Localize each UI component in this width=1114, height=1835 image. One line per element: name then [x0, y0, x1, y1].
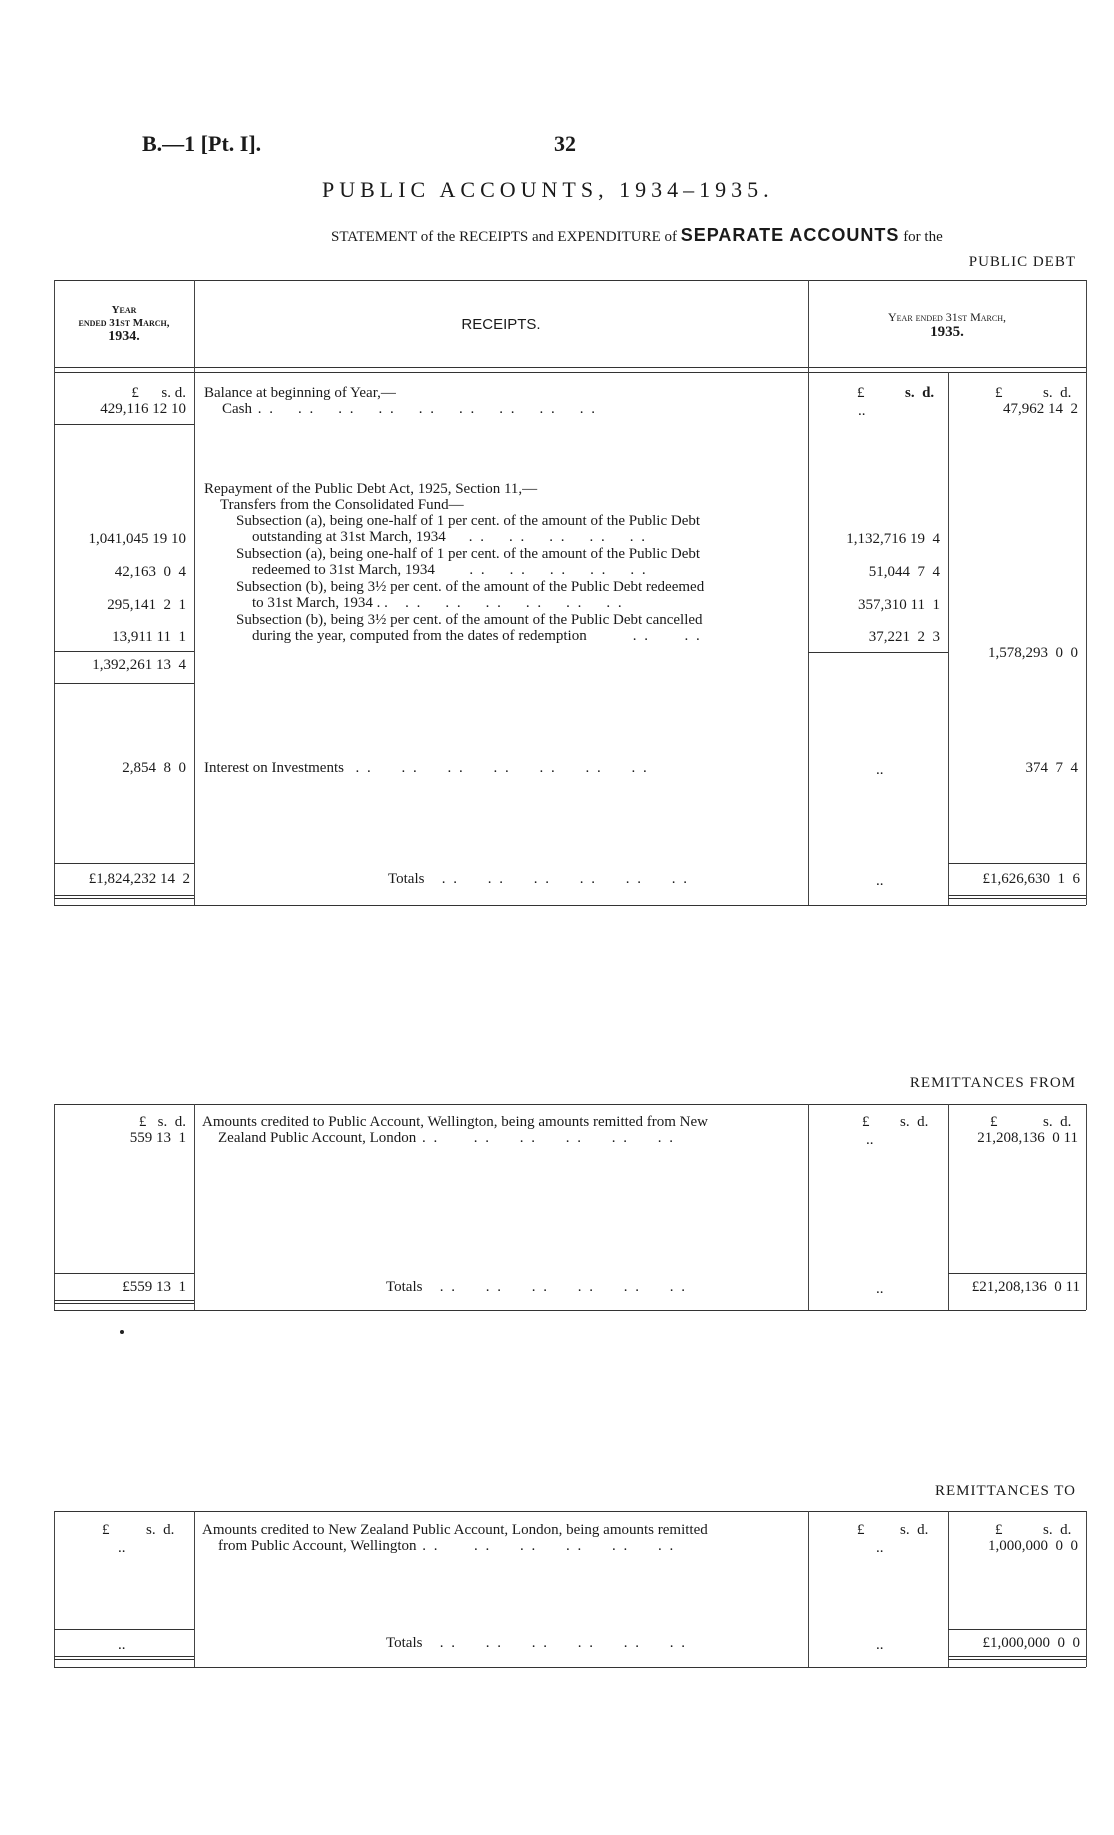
- subtotal-1934: 1,392,261 13 4: [92, 657, 186, 673]
- units-1935-col-b-sd: s. d.: [1043, 385, 1072, 401]
- rt-units-1934-sd: s. d.: [146, 1522, 175, 1538]
- col-receipts-head: RECEIPTS.: [461, 316, 541, 333]
- remittances-to-heading: REMITTANCES TO: [934, 1483, 1076, 1499]
- statement-suffix: for the: [903, 229, 943, 245]
- document-reference: B.—1 [Pt. I].: [142, 131, 262, 156]
- interest-1935-b: 374 7 4: [1025, 760, 1078, 776]
- subsection-2: Subsection (a), being one-half of 1 per cent. of the amount of the Public Debt redeemed to 31st March, 1934 . . . . . . . . . .: [236, 546, 701, 578]
- rt-units-1934-pound: £: [102, 1522, 110, 1538]
- rf-totals-label: Totals . . . . . . . . . . . .: [386, 1279, 687, 1295]
- rf-value-1935-a: ..: [866, 1132, 874, 1148]
- interest-1935-a: ..: [876, 762, 884, 778]
- repay-label: Repayment of the Public Debt Act, 1925, Section 11,—: [204, 481, 538, 497]
- rt-value-1935-a: ..: [876, 1540, 884, 1556]
- units-1935-col-b-pound: £: [995, 385, 1003, 401]
- sub1-1934: 1,041,045 19 10: [88, 531, 186, 547]
- totals-1935-a: ..: [876, 873, 884, 889]
- col-year-1934-head: Year ended 31st March, 1934.: [78, 304, 170, 344]
- balance-label: Balance at beginning of Year,—: [204, 385, 396, 401]
- sub4-1934: 13,911 11 1: [112, 629, 186, 645]
- page-subtitle: PUBLIC DEBT: [968, 254, 1076, 270]
- col-year-1935-head: Year ended 31st March, 1935.: [887, 310, 1006, 340]
- statement-bold: SEPARATE ACCOUNTS: [680, 225, 900, 245]
- totals-1935-b: £1,626,630 1 6: [982, 871, 1080, 887]
- statement-prefix: STATEMENT of the RECEIPTS and EXPENDITURE of: [331, 229, 677, 245]
- rt-description: Amounts credited to New Zealand Public Account, London, being amounts remitted from Public Account, Wellington . . . . . . . . . . . .: [202, 1522, 708, 1554]
- totals-label: Totals . . . . . . . . . . . .: [388, 871, 689, 887]
- rf-value-1934: 559 13 1: [129, 1130, 186, 1146]
- rf-totals-1935-b: £21,208,136 0 11: [971, 1279, 1080, 1295]
- rt-units-1935-b-pound: £: [995, 1522, 1003, 1538]
- rf-units-1934: £ s. d.: [138, 1114, 186, 1130]
- page-number: 32: [554, 131, 576, 156]
- cash-1935-b: 47,962 14 2: [1003, 401, 1078, 417]
- subtotal-1935: 1,578,293 0 0: [988, 645, 1078, 661]
- rf-description: Amounts credited to Public Account, Wellington, being amounts remitted from New Zealand Public Account, London . . . . . . . . . . . .: [202, 1114, 708, 1146]
- rt-totals-1934: ..: [118, 1637, 126, 1653]
- rf-units-1935-a-sd: s. d.: [900, 1114, 929, 1130]
- interest-1934: 2,854 8 0: [122, 760, 186, 776]
- transfers-label: Transfers from the Consolidated Fund—: [220, 497, 464, 513]
- statement-line: [331, 225, 943, 246]
- rf-units-1935-a-pound: £: [862, 1114, 870, 1130]
- sub4-1935: 37,221 2 3: [868, 629, 940, 645]
- units-1934: £ s. d.: [131, 385, 186, 401]
- rt-units-1935-a-sd: s. d.: [900, 1522, 929, 1538]
- interest-label: Interest on Investments . . . . . . . . . . . . . .: [204, 760, 649, 776]
- rt-value-1934: ..: [118, 1540, 126, 1556]
- rf-totals-1934: £559 13 1: [122, 1279, 186, 1295]
- page-title: PUBLIC ACCOUNTS, 1934–1935.: [322, 177, 774, 202]
- remittances-from-heading: REMITTANCES FROM: [909, 1075, 1076, 1091]
- sub3-1934: 295,141 2 1: [107, 597, 186, 613]
- cash-label: Cash . . . . . . . . . . . . . . . . . .: [222, 401, 597, 417]
- rf-units-1935-b-sd: s. d.: [1043, 1114, 1072, 1130]
- sub2-1934: 42,163 0 4: [114, 564, 186, 580]
- rt-totals-label: Totals . . . . . . . . . . . .: [386, 1635, 687, 1651]
- units-1935-col-a-sd: s. d.: [905, 385, 935, 401]
- sub1-1935: 1,132,716 19 4: [846, 531, 940, 547]
- totals-1934: £1,824,232 14 2: [88, 871, 190, 887]
- rt-value-1935-b: 1,000,000 0 0: [988, 1538, 1078, 1554]
- rt-units-1935-b-sd: s. d.: [1043, 1522, 1072, 1538]
- rf-totals-1935-a: ..: [876, 1281, 884, 1297]
- cash-1935-a: ..: [858, 403, 866, 419]
- units-1935-col-a-pound: £: [857, 385, 865, 401]
- subsection-4: Subsection (b), being 3½ per cent. of the amount of the Public Debt cancelled during the year, computed from the dates of redemption . . . .: [236, 612, 703, 644]
- sub2-1935: 51,044 7 4: [868, 564, 940, 580]
- subsection-1: Subsection (a), being one-half of 1 per cent. of the amount of the Public Debt outstanding at 31st March, 1934 . . . . . . . . . .: [236, 513, 701, 545]
- stray-dot: [120, 1330, 124, 1334]
- cash-1934: 429,116 12 10: [100, 401, 186, 417]
- rt-units-1935-a-pound: £: [857, 1522, 865, 1538]
- rt-totals-1935-b: £1,000,000 0 0: [982, 1635, 1080, 1651]
- rf-units-1935-b-pound: £: [990, 1114, 998, 1130]
- subsection-3: Subsection (b), being 3½ per cent. of the amount of the Public Debt redeemed to 31st March, 1934 . . . . . . . . . . . . . .: [236, 579, 705, 611]
- sub3-1935: 357,310 11 1: [858, 597, 940, 613]
- rt-totals-1935-a: ..: [876, 1637, 884, 1653]
- rf-value-1935-b: 21,208,136 0 11: [977, 1130, 1078, 1146]
